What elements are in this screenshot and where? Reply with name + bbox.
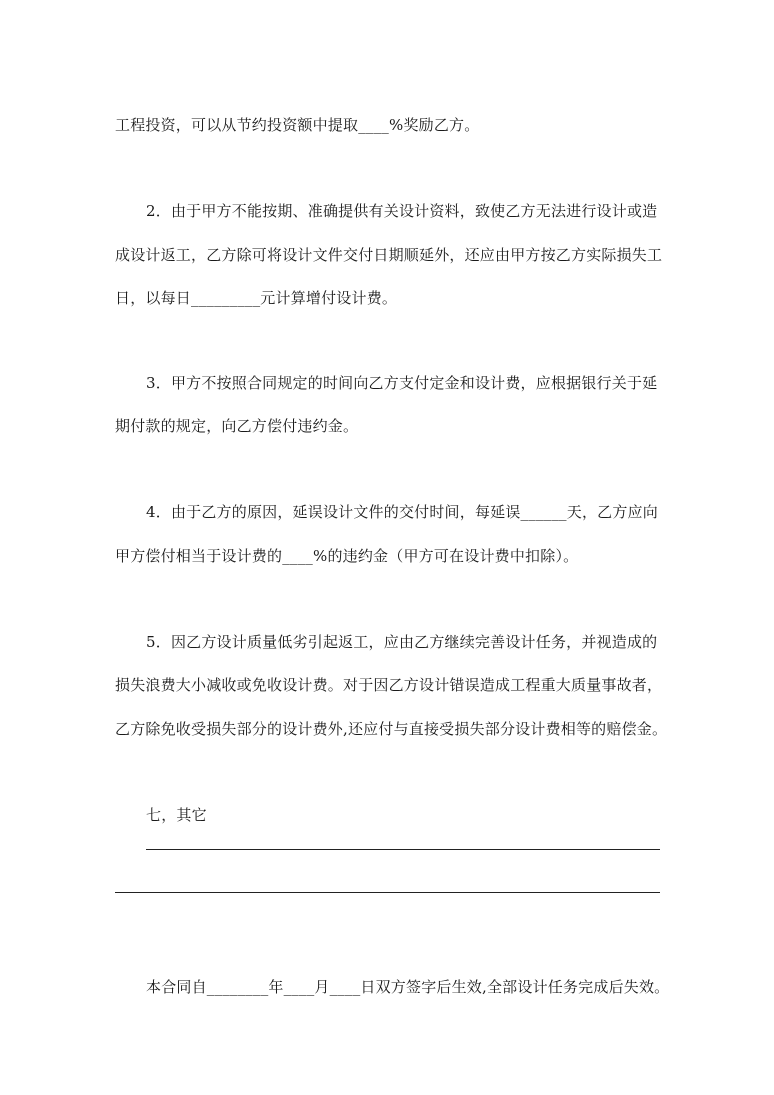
- clause-3-line-1: 3．甲方不按照合同规定的时间向乙方支付定金和设计费，应根据银行关于延: [146, 374, 658, 392]
- clause-2-line-2: 成设计返工，乙方除可将设计文件交付日期顺延外，还应由甲方按乙方实际损失工: [115, 246, 663, 264]
- clause-2-line-1: 2．由于甲方不能按期、准确提供有关设计资料，致使乙方无法进行设计或造: [146, 202, 658, 220]
- clause-4-line-2: 甲方偿付相当于设计费的____%的违约金（甲方可在设计费中扣除）。: [115, 547, 579, 565]
- clause-2-line-3: 日，以每日_________元计算增付设计费。: [115, 289, 398, 307]
- paragraph-line: 工程投资，可以从节约投资额中提取____%奖励乙方。: [115, 116, 480, 134]
- effective-date-line: 本合同自________年____月____日双方签字后生效,全部设计任务完成后失效。: [146, 978, 670, 996]
- clause-5-line-1: 5．因乙方设计质量低劣引起返工，应由乙方继续完善设计任务，并视造成的: [146, 633, 658, 651]
- section-7-heading: 七，其它: [146, 806, 207, 824]
- clause-5-line-2: 损失浪费大小减收或免收设计费。对于因乙方设计错误造成工程重大质量事故者，: [115, 676, 663, 694]
- clause-5-line-3: 乙方除免收受损失部分的设计费外,还应付与直接受损失部分设计费相等的赔偿金。: [115, 720, 668, 738]
- blank-fill-line-2: [115, 892, 660, 893]
- blank-fill-line-1: [146, 849, 660, 850]
- clause-4-line-1: 4．由于乙方的原因，延误设计文件的交付时间，每延误______天，乙方应向: [146, 503, 658, 521]
- clause-3-line-2: 期付款的规定，向乙方偿付违约金。: [115, 417, 359, 435]
